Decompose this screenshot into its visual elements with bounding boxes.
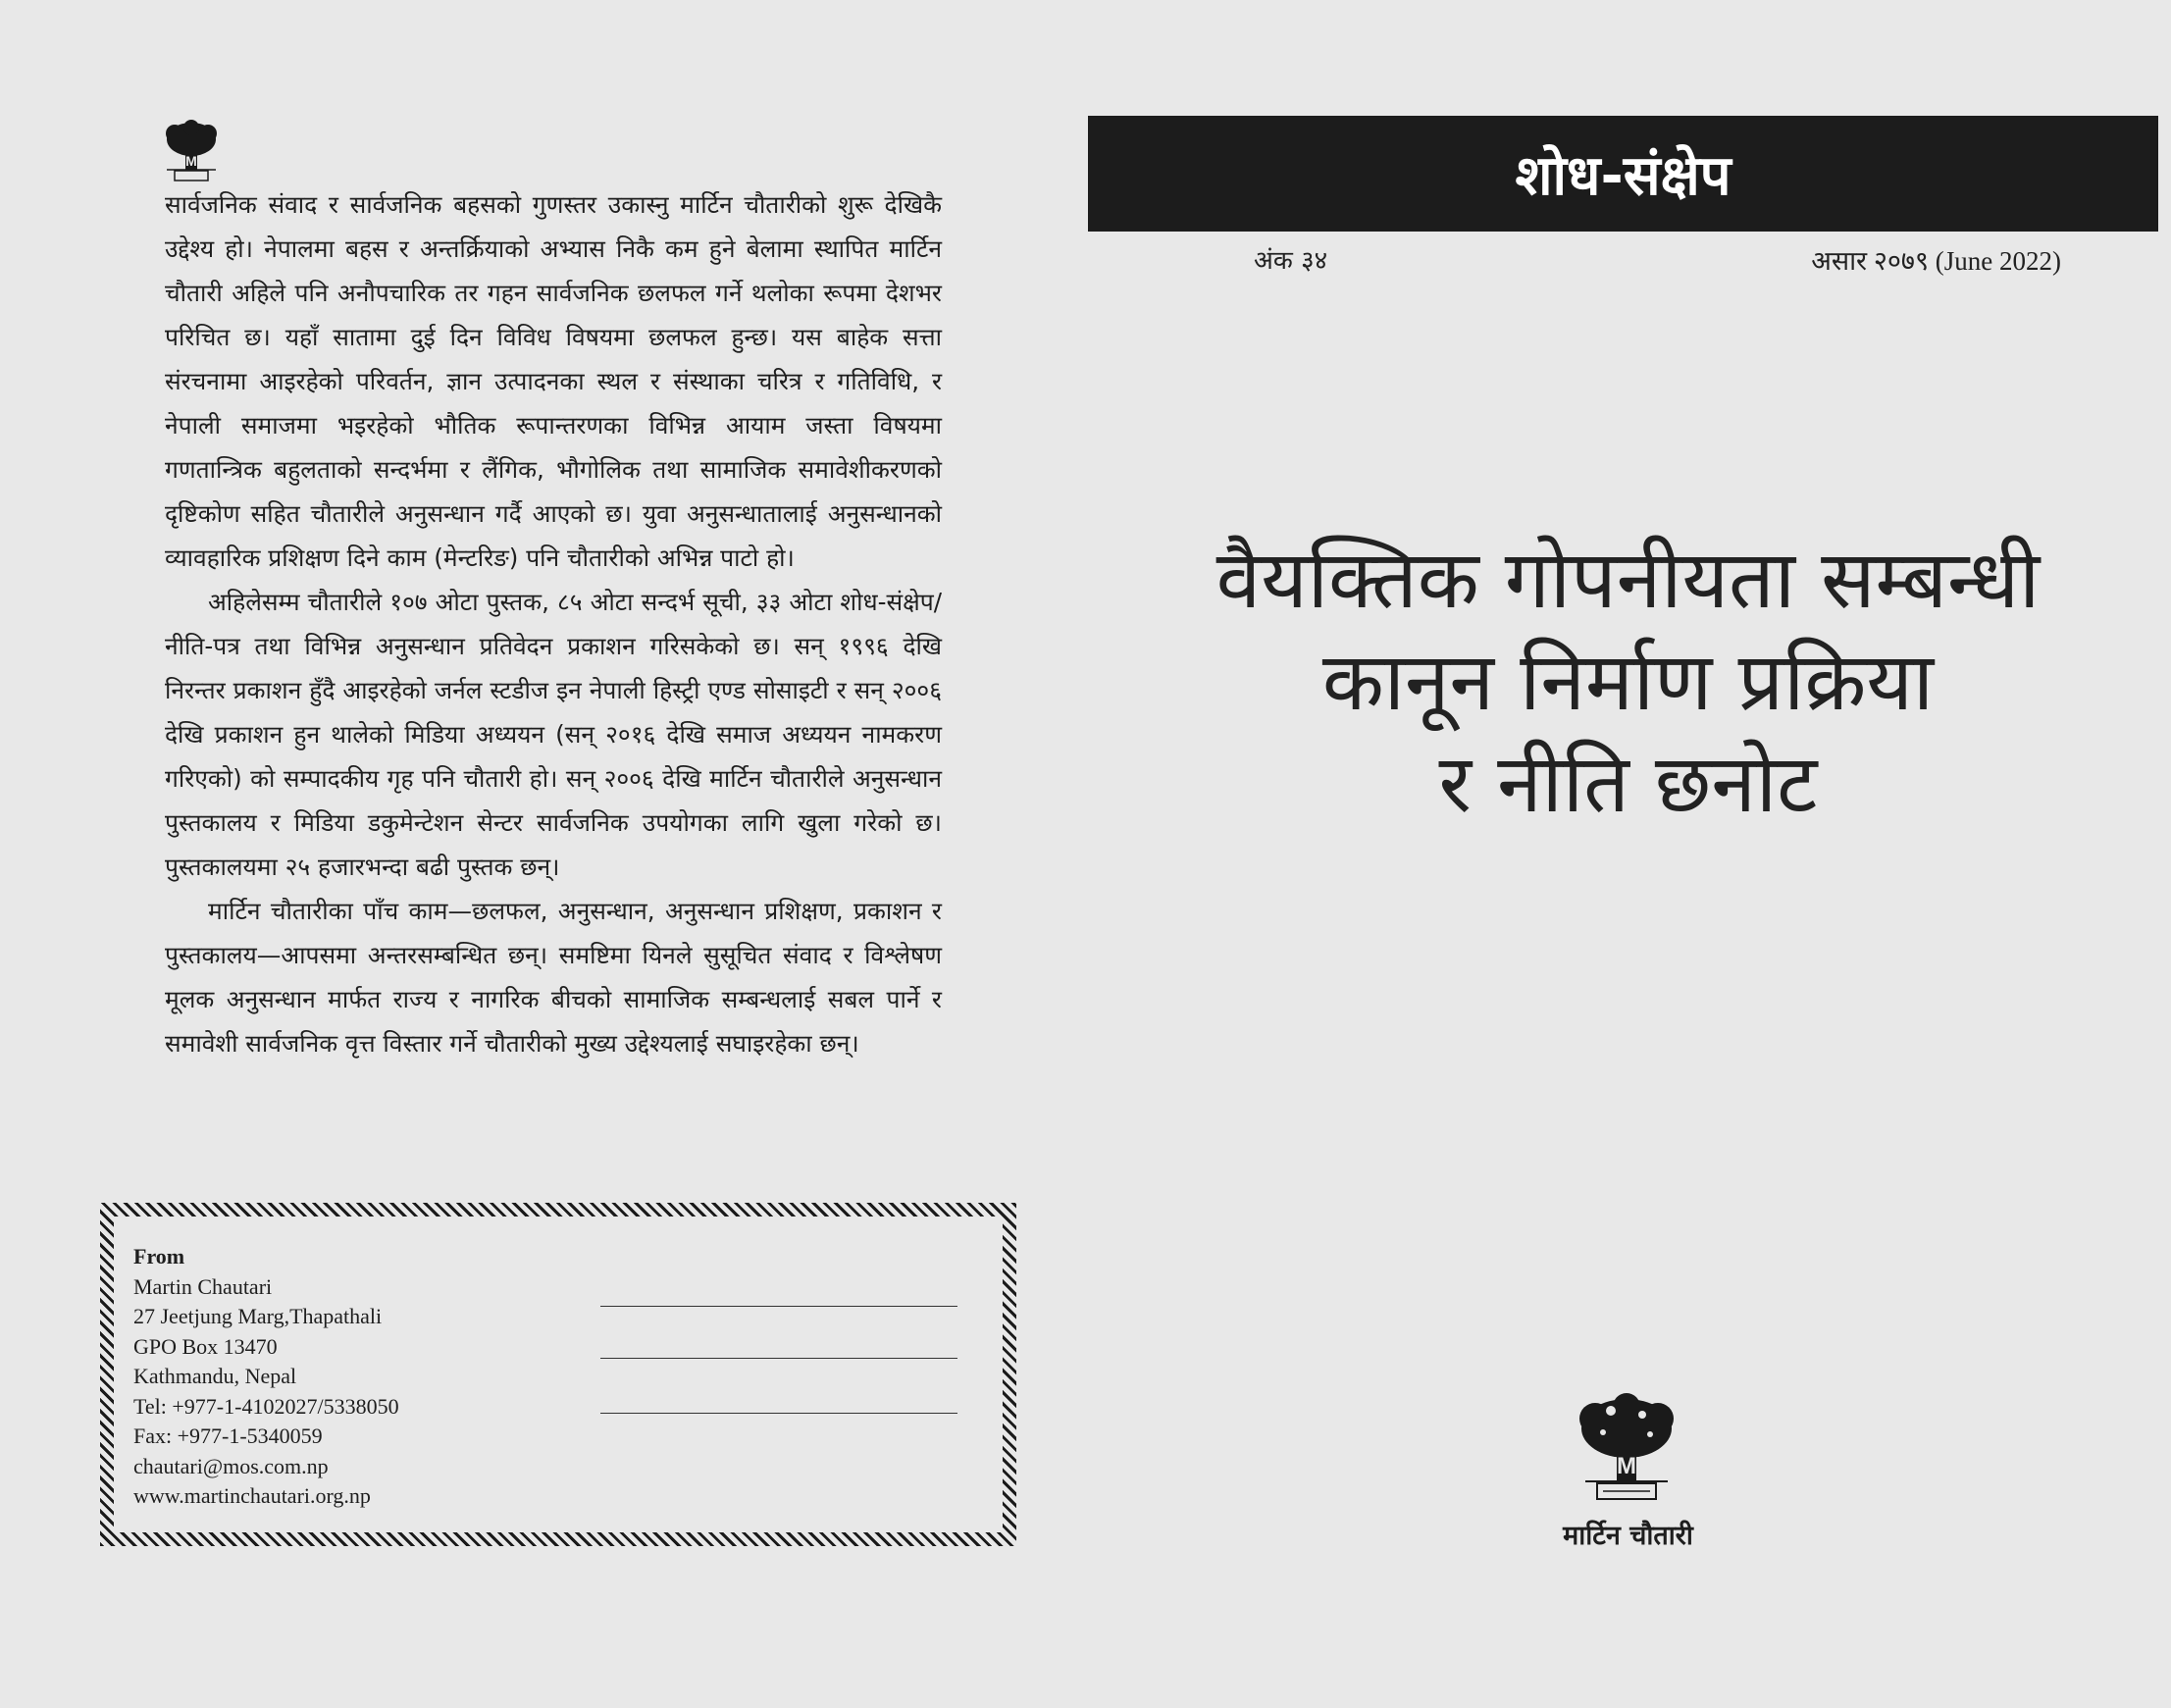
- tree-logo-icon: [163, 120, 220, 184]
- about-paragraph-1: सार्वजनिक संवाद र सार्वजनिक बहसको गुणस्तर उकास्नु मार्टिन चौतारीको शुरू देखिकै उद्देश्य हो। नेपालमा बहस र अन्तर्क्रियाको अभ्यास निकै कम हुने बेलामा स्थापित मार्टिन चौतारी अहिले पनि अनौपचारिक तर गहन सार्वजनिक छलफल गर्ने थलोका रूपमा देशभर परिचित छ। यहाँ सातामा दुई दिन विविध विषयमा छलफल हुन्छ। यस बाहेक सत्ता संरचनामा आइरहेको परिवर्तन, ज्ञान उत्पादनका स्थल र संस्थाका चरित्र र गतिविधि, र नेपाली समाजमा भइरहेको भौतिक रूपान्तरणका विभिन्न आयाम जस्ता विषयमा गणतान्त्रिक बहुलताको सन्दर्भमा र लैंगिक, भौगोलिक तथा सामाजिक समावेशीकरणको दृष्टिकोण सहित चौतारीले अनुसन्धान गर्दै आएको छ। युवा अनुसन्धातालाई अनुसन्धानको व्यावहारिक प्रशिक्षण दिने काम (मेन्टरिङ) पनि चौतारीको अभिन्न पाटो हो।: [165, 190, 942, 572]
- recipient-address-line: [600, 1306, 957, 1307]
- organization-name: मार्टिन चौतारी: [1563, 1521, 1693, 1551]
- issue-number: अंक ३४: [1254, 246, 1328, 276]
- sender-line: Fax: +977-1-5340059: [133, 1423, 323, 1448]
- issue-date: असार २०७९ (June 2022): [1811, 246, 2061, 276]
- back-cover: [0, 0, 1085, 1708]
- title-line: कानून निर्माण प्रक्रिया: [1321, 636, 1935, 729]
- sender-email: chautari@mos.com.np: [133, 1453, 329, 1478]
- title-line: वैयक्तिक गोपनीयता सम्बन्धी: [1215, 534, 2041, 627]
- main-title: [1085, 530, 2171, 836]
- sender-website: www.martinchautari.org.np: [133, 1483, 371, 1508]
- recipient-address-line: [600, 1358, 957, 1359]
- series-title-banner: [1088, 116, 2158, 232]
- front-cover: [1085, 0, 2171, 1708]
- recipient-address-line: [600, 1413, 957, 1414]
- sender-line: GPO Box 13470: [133, 1333, 278, 1359]
- title-line: र नीति छनोट: [1438, 738, 1818, 831]
- mailing-label-box: [100, 1203, 1016, 1546]
- about-paragraph-3: मार्टिन चौतारीका पाँच काम—छलफल, अनुसन्धान, अनुसन्धान प्रशिक्षण, प्रकाशन र पुस्तकालय—आपसमा अन्तरसम्बन्धित छन्। समष्टिमा यिनले सुसूचित संवाद र विश्लेषण मूलक अनुसन्धान मार्फत राज्य र नागरिक बीचको सामाजिक सम्बन्धलाई सबल पार्ने र समावेशी सार्वजनिक वृत्त विस्तार गर्ने चौतारीको मुख्य उद्देश्यलाई सघाइरहेका छन्।: [165, 897, 942, 1058]
- sender-line: Martin Chautari: [133, 1273, 273, 1299]
- about-paragraph-2: अहिलेसम्म चौतारीले १०७ ओटा पुस्तक, ८५ ओटा सन्दर्भ सूची, ३३ ओटा शोध-संक्षेप/नीति-पत्र तथा विभिन्न अनुसन्धान प्रतिवेदन प्रकाशन गरिसकेको छ। सन् १९९६ देखि निरन्तर प्रकाशन हुँदै आइरहेको जर्नल स्टडीज इन नेपाली हिस्ट्री एण्ड सोसाइटी र सन् २००६ देखि प्रकाशन हुन थालेको मिडिया अध्ययन (सन् २०१६ देखि समाज अध्ययन नामकरण गरिएको) को सम्पादकीय गृह पनि चौतारी हो। सन् २००६ देखि मार्टिन चौतारीले अनुसन्धान पुस्तकालय र मिडिया डकुमेन्टेशन सेन्टर सार्वजनिक उपयोगका लागि खुला गरेको छ। पुस्तकालयमा २५ हजारभन्दा बढी पुस्तक छन्।: [165, 588, 942, 881]
- from-label: From: [133, 1244, 185, 1268]
- tree-logo-icon: [1576, 1393, 1678, 1503]
- sender-line: Kathmandu, Nepal: [133, 1364, 297, 1388]
- sender-line: 27 Jeetjung Marg,Thapathali: [133, 1304, 383, 1328]
- sender-line: Tel: +977-1-4102027/5338050: [133, 1393, 399, 1419]
- about-chautari-text: [165, 182, 942, 1065]
- svg-text:M: M: [1617, 1453, 1636, 1479]
- svg-text:M: M: [185, 153, 197, 169]
- series-title: शोध-संक्षेप: [1515, 144, 1732, 208]
- sender-address: [133, 1242, 399, 1512]
